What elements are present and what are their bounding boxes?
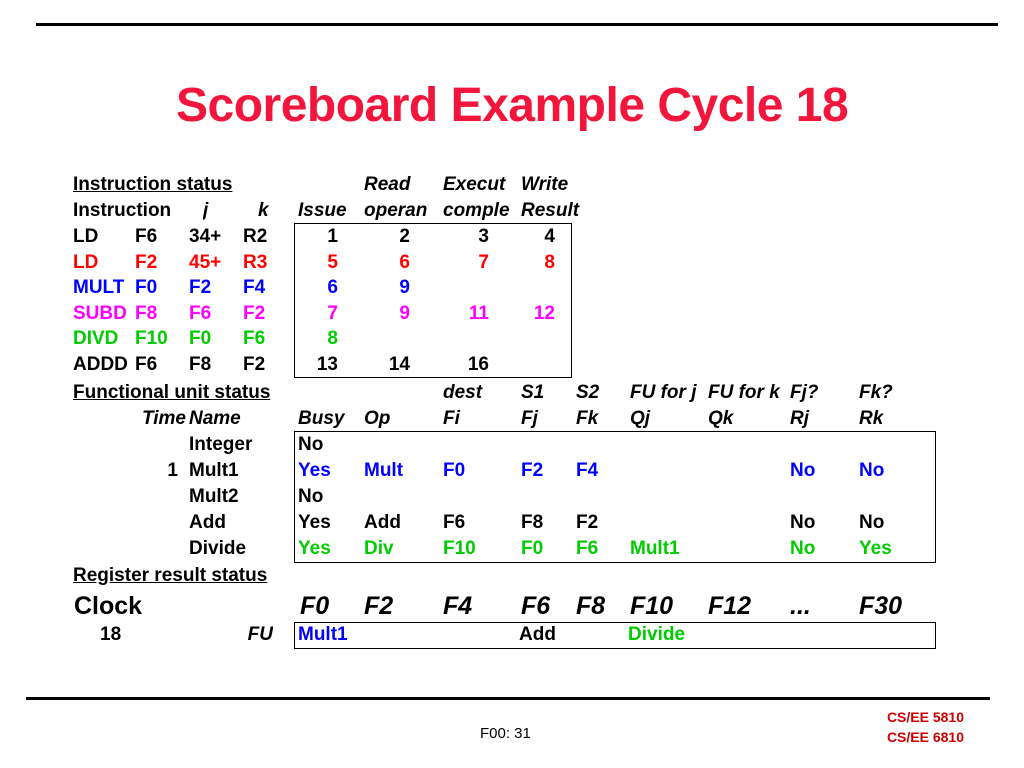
register-header: F30 (859, 592, 903, 620)
fu-name-cell: Mult1 (189, 460, 239, 481)
register-fu-value (362, 624, 436, 648)
instr-dest-cell: F6 (135, 226, 158, 247)
slide-title: Scoreboard Example Cycle 18 (176, 79, 849, 132)
fu-rj-cell: No (790, 512, 816, 533)
instr-k-cell: F6 (243, 328, 266, 349)
register-result-status-heading: Register result status (73, 565, 268, 586)
register-fu-value (706, 624, 784, 648)
fu-s2-header: S2 (576, 382, 600, 403)
fu-op-cell (364, 486, 434, 510)
register-header: F2 (364, 592, 394, 620)
fu-op-header: Op (364, 408, 391, 429)
instr-dest-cell: F6 (135, 353, 158, 375)
instr-dest-cell: F2 (135, 251, 158, 273)
instr-read-cell: 9 (399, 277, 410, 298)
fu-fi-cell (443, 486, 513, 510)
register-header: F4 (443, 592, 473, 620)
fu-fj-header: Fj (521, 408, 538, 429)
col-read-header-2: operan (364, 200, 428, 221)
register-header: F12 (708, 592, 752, 620)
register-header: F0 (300, 592, 330, 620)
clock-label: Clock (74, 592, 143, 620)
fu-fj-q-header: Fj? (790, 382, 819, 403)
fu-rj-cell: No (790, 538, 816, 559)
col-instruction-header: Instruction (73, 200, 172, 221)
fu-time-cell (120, 512, 178, 536)
fu-fuk-header: FU for k (708, 382, 780, 403)
fu-row-label: FU (247, 624, 273, 645)
instr-issue-cell: 13 (316, 353, 338, 375)
clock-value: 18 (100, 624, 122, 645)
instr-j-cell: F0 (189, 328, 212, 349)
instr-k-cell: F2 (243, 302, 266, 324)
instr-issue-cell: 5 (327, 251, 338, 273)
fu-fj-cell: F2 (521, 460, 544, 481)
page-number: F00: 31 (480, 725, 531, 742)
fu-qk-cell (708, 512, 786, 536)
fu-rk-cell (859, 434, 919, 458)
fu-qj-cell (630, 512, 704, 536)
instr-op-cell: MULT (73, 277, 125, 298)
fu-qk-cell (708, 486, 786, 510)
register-fu-value: Mult1 (298, 624, 348, 645)
fu-fuj-header: FU for j (630, 382, 697, 403)
fu-busy-cell: Yes (298, 538, 331, 559)
instr-dest-cell: F0 (135, 277, 158, 298)
fu-qj-cell (630, 434, 704, 458)
fu-fj-cell: F8 (521, 512, 544, 533)
instr-write-cell: 8 (544, 251, 555, 273)
instr-exec-cell: 7 (478, 251, 489, 273)
instr-op-cell: SUBD (73, 302, 127, 324)
instr-exec-cell: 16 (467, 353, 489, 375)
fu-rj-cell (790, 486, 850, 510)
instr-k-cell: R2 (243, 226, 268, 247)
register-fu-value (857, 624, 927, 648)
fu-rk-cell (859, 486, 919, 510)
fu-fk-cell: F2 (576, 512, 599, 533)
instr-k-cell: F4 (243, 277, 266, 298)
col-exec-header-2: comple (443, 200, 510, 221)
register-fu-value: Add (519, 624, 556, 645)
bottom-rule (26, 697, 990, 700)
instr-write-cell (521, 354, 555, 378)
instr-write-cell (521, 277, 555, 301)
instr-issue-cell: 1 (327, 226, 338, 247)
fu-qk-cell (708, 434, 786, 458)
fu-fi-header: Fi (443, 408, 460, 429)
fu-fi-cell: F6 (443, 512, 466, 533)
fu-op-cell (364, 434, 434, 458)
instr-write-cell: 12 (533, 302, 555, 324)
register-fu-value: Divide (628, 624, 686, 645)
col-issue-header: Issue (298, 200, 347, 221)
fu-name-cell: Integer (189, 434, 253, 455)
col-k-header: k (258, 200, 269, 221)
fu-qk-cell (708, 538, 786, 562)
instruction-status-heading: Instruction status (73, 174, 233, 195)
fu-qj-cell (630, 486, 704, 510)
fu-name-cell: Divide (189, 538, 247, 559)
fu-qj-header: Qj (630, 408, 651, 429)
course-code-1: CS/EE 5810 (886, 709, 964, 725)
fu-name-cell: Mult2 (189, 486, 239, 507)
fu-s1-header: S1 (521, 382, 545, 403)
register-header: ... (790, 592, 811, 620)
instr-issue-cell: 8 (327, 328, 338, 349)
instr-issue-cell: 6 (327, 277, 338, 298)
instr-exec-cell: 11 (468, 302, 489, 324)
fu-rj-header: Rj (790, 408, 809, 429)
instr-issue-cell: 7 (327, 302, 338, 324)
fu-fj-cell: F0 (521, 538, 544, 559)
fu-fk-cell (576, 486, 626, 510)
fu-busy-cell: Yes (298, 460, 331, 481)
instr-j-cell: F2 (189, 277, 212, 298)
fu-name-cell: Add (189, 512, 226, 533)
instr-read-cell: 14 (388, 353, 410, 375)
instr-read-cell: 9 (399, 302, 410, 324)
fu-time-cell (120, 434, 178, 458)
fu-op-cell: Div (364, 538, 394, 559)
fu-rk-cell: No (859, 512, 885, 533)
fu-time-cell: 1 (167, 460, 178, 481)
register-header: F8 (576, 592, 606, 620)
instr-dest-cell: F8 (135, 302, 158, 324)
col-write-header-2: Result (521, 200, 580, 221)
fu-time-cell (120, 538, 178, 562)
instr-j-cell: 45+ (189, 251, 222, 273)
fu-fk-header: Fk (576, 408, 599, 429)
fu-fk-cell: F4 (576, 460, 599, 481)
register-header: F6 (521, 592, 551, 620)
instr-op-cell: LD (73, 226, 99, 247)
fu-dest-header: dest (443, 382, 483, 403)
register-header: F10 (630, 592, 674, 620)
fu-time-cell (120, 486, 178, 510)
fu-qk-cell (708, 460, 786, 484)
top-rule (36, 23, 998, 26)
fu-rj-cell (790, 434, 850, 458)
functional-unit-status-heading: Functional unit status (73, 382, 271, 403)
fu-fk-q-header: Fk? (859, 382, 893, 403)
fu-fi-cell: F0 (443, 460, 466, 481)
instr-dest-cell: F10 (135, 328, 168, 349)
fu-rk-header: Rk (859, 408, 884, 429)
fu-op-cell: Add (364, 512, 401, 533)
instr-j-cell: 34+ (189, 226, 222, 247)
fu-fk-cell: F6 (576, 538, 599, 559)
fu-fi-cell (443, 434, 513, 458)
instr-k-cell: F2 (243, 353, 266, 375)
col-j-header: j (203, 200, 209, 221)
fu-op-cell: Mult (364, 460, 404, 481)
fu-fk-cell (576, 434, 626, 458)
instr-op-cell: DIVD (73, 328, 119, 349)
fu-fi-cell: F10 (443, 538, 476, 559)
fu-busy-cell: No (298, 486, 324, 507)
fu-rk-cell: No (859, 460, 885, 481)
col-write-header-1: Write (521, 174, 569, 195)
fu-qk-header: Qk (708, 408, 734, 429)
fu-busy-cell: Yes (298, 512, 331, 533)
instr-k-cell: R3 (243, 251, 268, 273)
fu-fj-cell (521, 486, 571, 510)
fu-fj-cell (521, 434, 571, 458)
instr-write-cell: 4 (544, 226, 555, 247)
course-code-2: CS/EE 6810 (886, 729, 964, 745)
instr-read-cell: 6 (399, 251, 410, 273)
register-fu-value (788, 624, 850, 648)
fu-qj-cell: Mult1 (630, 538, 680, 559)
instr-read-cell (364, 328, 410, 352)
instr-write-cell (521, 328, 555, 352)
col-exec-header-1: Execut (443, 174, 506, 195)
register-fu-value (574, 624, 624, 648)
fu-qj-cell (630, 460, 704, 484)
register-fu-value (441, 624, 515, 648)
fu-name-header: Name (189, 408, 241, 429)
instr-exec-cell (443, 277, 489, 301)
instr-j-cell: F8 (189, 353, 212, 375)
instr-op-cell: LD (73, 251, 99, 273)
fu-busy-cell: No (298, 434, 324, 455)
col-read-header-1: Read (364, 174, 411, 195)
fu-rj-cell: No (790, 460, 816, 481)
instr-exec-cell (443, 328, 489, 352)
fu-rk-cell: Yes (859, 538, 892, 559)
instr-exec-cell: 3 (478, 226, 489, 247)
instr-j-cell: F6 (189, 302, 212, 324)
fu-busy-header: Busy (298, 408, 345, 429)
instr-read-cell: 2 (399, 226, 410, 247)
instr-op-cell: ADDD (73, 353, 128, 375)
fu-time-header: Time (141, 408, 186, 429)
